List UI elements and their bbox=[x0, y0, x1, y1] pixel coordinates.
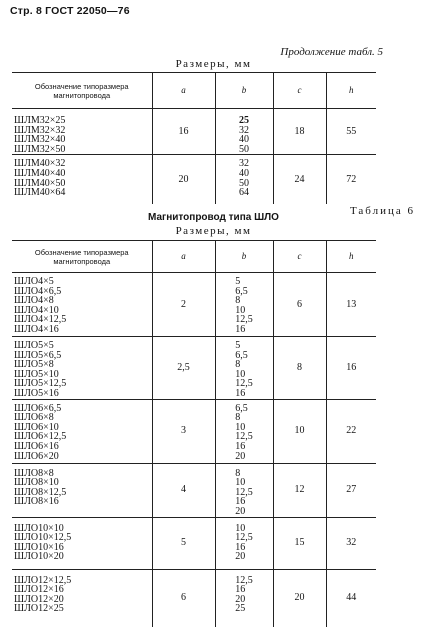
table6-designation: ШЛО4×16 bbox=[14, 323, 59, 335]
table6-h-value: 27 bbox=[346, 484, 357, 496]
table6-title: Магнитопровод типа ШЛО bbox=[148, 212, 279, 223]
table5-c-value: 24 bbox=[294, 173, 305, 185]
table6-designation: ШЛО4×5 bbox=[14, 276, 54, 287]
table5-designation: ШЛМ32×40 bbox=[14, 134, 66, 146]
table6-c-value: 15 bbox=[294, 537, 305, 549]
table6-b-value: 8 bbox=[235, 412, 241, 424]
table6-b-value: 8 bbox=[235, 359, 241, 371]
table6-a-value: 2,5 bbox=[177, 361, 190, 373]
table5-b-cell bbox=[215, 109, 273, 155]
table6-designation: ШЛО4×10 bbox=[14, 304, 59, 316]
table6-designation: ШЛО5×12,5 bbox=[14, 378, 67, 390]
table5-c-cell bbox=[273, 155, 326, 204]
table6-c-cell bbox=[273, 273, 326, 337]
table6-b-value: 12,5 bbox=[235, 314, 253, 326]
table5-h-cell bbox=[326, 155, 376, 204]
table6-designation: ШЛО6×10 bbox=[14, 421, 59, 433]
table5-b-value: 40 bbox=[239, 167, 249, 179]
table6-b-value: 20 bbox=[235, 505, 246, 517]
table5-designation: ШЛМ40×40 bbox=[14, 167, 66, 179]
table6-h-cell bbox=[326, 273, 376, 337]
table6-designation-cell bbox=[12, 569, 152, 627]
table5-dimensions-title: Размеры, мм bbox=[175, 58, 252, 70]
table6-c-value: 6 bbox=[297, 298, 302, 310]
table6-h-value: 22 bbox=[346, 425, 357, 437]
table6-row bbox=[12, 569, 376, 627]
table5-header-c: c bbox=[273, 73, 326, 109]
table6-b-list bbox=[235, 404, 253, 462]
table6-designation: ШЛО6×16 bbox=[14, 440, 59, 452]
table6-header-row bbox=[12, 241, 376, 273]
table6-b-cell bbox=[215, 569, 273, 627]
table5-designation: ШЛМ40×64 bbox=[14, 187, 66, 199]
table6-b-value: 20 bbox=[235, 450, 246, 462]
table6-designation: ШЛО6×6,5 bbox=[14, 402, 62, 414]
table6-designation: ШЛО5×8 bbox=[14, 359, 54, 371]
table5-designation-cell bbox=[12, 155, 152, 204]
table6-designation: ШЛО10×10 bbox=[14, 522, 64, 534]
table5-row bbox=[12, 109, 376, 155]
table5-h-value: 72 bbox=[346, 173, 357, 185]
table6-h-cell bbox=[326, 569, 376, 627]
table6-b-value: 8 bbox=[235, 295, 241, 307]
table5-designation: ШЛМ32×50 bbox=[14, 143, 66, 155]
table5 bbox=[12, 72, 376, 204]
table6-designation: ШЛО10×20 bbox=[14, 551, 64, 563]
table6-designation: ШЛО8×16 bbox=[14, 496, 59, 508]
table6-h-cell bbox=[326, 337, 376, 400]
table5-h-value: 55 bbox=[346, 125, 357, 137]
table5-b-value: 25 bbox=[239, 115, 249, 126]
table6-h-cell bbox=[326, 517, 376, 569]
table6-header-c: c bbox=[273, 241, 326, 273]
table5-a-value: 16 bbox=[178, 125, 189, 137]
table5-a-cell bbox=[152, 109, 215, 155]
table5-b-list bbox=[239, 116, 249, 154]
table6-row bbox=[12, 517, 376, 569]
table5-header-row bbox=[12, 73, 376, 109]
table5-b-cell bbox=[215, 155, 273, 204]
table6-row bbox=[12, 399, 376, 463]
table6-c-cell bbox=[273, 337, 326, 400]
table5-b-value: 50 bbox=[239, 143, 249, 155]
table6-designation: ШЛО4×6,5 bbox=[14, 285, 62, 297]
table6-designation: ШЛО8×10 bbox=[14, 477, 59, 489]
table6-designation-cell bbox=[12, 337, 152, 400]
table5-designation: ШЛМ32×25 bbox=[14, 115, 66, 126]
table6-b-value: 5 bbox=[235, 340, 241, 351]
table6-c-value: 8 bbox=[297, 361, 302, 373]
table6-row bbox=[12, 337, 376, 400]
table6-h-value: 32 bbox=[346, 537, 357, 549]
table6-designation: ШЛО5×10 bbox=[14, 368, 59, 380]
table6-b-value: 6,5 bbox=[235, 285, 248, 297]
table5-c-value: 18 bbox=[294, 125, 305, 137]
table5-b-value: 64 bbox=[239, 187, 249, 199]
table6-b-value: 12,5 bbox=[235, 532, 253, 544]
table6-h-value: 44 bbox=[346, 592, 357, 604]
table6-header-h: h bbox=[326, 241, 376, 273]
table5-a-cell bbox=[152, 155, 215, 204]
table6-designation: ШЛО8×12,5 bbox=[14, 486, 67, 498]
table6-designation: ШЛО6×8 bbox=[14, 412, 54, 424]
table5-designation: ШЛМ40×50 bbox=[14, 177, 66, 189]
table5-row bbox=[12, 155, 376, 204]
table6-b-cell bbox=[215, 399, 273, 463]
table6-b-list bbox=[235, 524, 253, 562]
table6-c-cell bbox=[273, 569, 326, 627]
table6-c-cell bbox=[273, 463, 326, 517]
table6-designation: ШЛО5×6,5 bbox=[14, 349, 62, 361]
table6-header-a: a bbox=[152, 241, 215, 273]
table6-c-value: 10 bbox=[294, 425, 305, 437]
table6-designation: ШЛО12×16 bbox=[14, 584, 64, 596]
table6-b-cell bbox=[215, 337, 273, 400]
page-header: Стр. 8 ГОСТ 22050—76 bbox=[10, 5, 130, 17]
table5-designation: ШЛМ40×32 bbox=[14, 158, 66, 170]
table6-header-name: Обозначение типоразмера магнитопровода bbox=[12, 241, 152, 273]
table6-a-value: 6 bbox=[181, 592, 186, 604]
table6-designation: ШЛО8×8 bbox=[14, 467, 54, 479]
table6-b-value: 16 bbox=[235, 440, 246, 452]
table6-b-value: 10 bbox=[235, 304, 246, 316]
table6-b-value: 6,5 bbox=[235, 402, 248, 414]
table6-a-cell bbox=[152, 463, 215, 517]
table5-b-value: 32 bbox=[239, 124, 249, 136]
table6-b-value: 20 bbox=[235, 593, 246, 605]
table6-c-cell bbox=[273, 399, 326, 463]
table6-c-cell bbox=[273, 517, 326, 569]
table6-designation: ШЛО4×12,5 bbox=[14, 314, 67, 326]
table6-designation: ШЛО12×25 bbox=[14, 603, 64, 615]
table6-b-cell bbox=[215, 463, 273, 517]
table6-b-value: 12,5 bbox=[235, 378, 253, 390]
table6-h-cell bbox=[326, 399, 376, 463]
table5-designation-cell bbox=[12, 109, 152, 155]
table6-a-value: 5 bbox=[181, 537, 186, 549]
table5-b-value: 32 bbox=[239, 158, 249, 170]
table6-designation: ШЛО12×12,5 bbox=[14, 574, 72, 586]
table6-a-cell bbox=[152, 337, 215, 400]
table5-header-a: a bbox=[152, 73, 215, 109]
table6-header-b: b bbox=[215, 241, 273, 273]
table6-b-list bbox=[235, 341, 253, 399]
table6-row bbox=[12, 463, 376, 517]
table6-designation: ШЛО5×5 bbox=[14, 340, 54, 351]
table6-a-cell bbox=[152, 517, 215, 569]
table6-designation-cell bbox=[12, 517, 152, 569]
table6-designation: ШЛО10×16 bbox=[14, 541, 64, 553]
table6-h-value: 16 bbox=[346, 361, 357, 373]
table6 bbox=[12, 240, 376, 627]
table6-b-value: 16 bbox=[235, 387, 246, 399]
table6-h-cell bbox=[326, 463, 376, 517]
table6-b-value: 5 bbox=[235, 276, 241, 287]
table6-b-list bbox=[235, 469, 253, 517]
table6-b-value: 10 bbox=[235, 522, 246, 534]
table5-a-value: 20 bbox=[178, 173, 189, 185]
table6-b-value: 8 bbox=[235, 467, 241, 479]
table6-designation-cell bbox=[12, 273, 152, 337]
table6-b-cell bbox=[215, 273, 273, 337]
table6-b-value: 16 bbox=[235, 584, 246, 596]
table6-b-value: 10 bbox=[235, 421, 246, 433]
table6-c-value: 20 bbox=[294, 592, 305, 604]
table6-b-value: 10 bbox=[235, 368, 246, 380]
table5-header-h: h bbox=[326, 73, 376, 109]
table5-c-cell bbox=[273, 109, 326, 155]
table6-b-value: 12,5 bbox=[235, 431, 253, 443]
table6-b-value: 12,5 bbox=[235, 486, 253, 498]
table6-a-cell bbox=[152, 399, 215, 463]
table6-b-value: 25 bbox=[235, 603, 246, 615]
table6-row bbox=[12, 273, 376, 337]
table6-c-value: 12 bbox=[294, 484, 305, 496]
table6-h-value: 13 bbox=[346, 298, 357, 310]
table6-a-cell bbox=[152, 273, 215, 337]
table6-label: Таблица 6 bbox=[349, 205, 415, 217]
table6-b-list bbox=[235, 576, 253, 614]
table5-header-b: b bbox=[215, 73, 273, 109]
table6-designation: ШЛО12×20 bbox=[14, 593, 64, 605]
table5-designation: ШЛМ32×32 bbox=[14, 124, 66, 136]
table6-b-value: 10 bbox=[235, 477, 246, 489]
table6-designation: ШЛО6×12,5 bbox=[14, 431, 67, 443]
table6-dimensions-title: Размеры, мм bbox=[175, 225, 252, 237]
table5-b-value: 50 bbox=[239, 177, 249, 189]
table5-continuation-label: Продолжение табл. 5 bbox=[280, 46, 383, 58]
table6-a-cell bbox=[152, 569, 215, 627]
table6-b-value: 20 bbox=[235, 551, 246, 563]
table6-designation-cell bbox=[12, 463, 152, 517]
table6-b-cell bbox=[215, 517, 273, 569]
table5-b-list bbox=[239, 159, 249, 197]
table6-b-value: 12,5 bbox=[235, 574, 253, 586]
table5-b-value: 40 bbox=[239, 134, 249, 146]
table6-a-value: 4 bbox=[181, 484, 186, 496]
table6-designation: ШЛО10×12,5 bbox=[14, 532, 72, 544]
table6-b-value: 16 bbox=[235, 541, 246, 553]
table6-designation: ШЛО6×20 bbox=[14, 450, 59, 462]
table6-a-value: 2 bbox=[181, 298, 186, 310]
table6-a-value: 3 bbox=[181, 425, 186, 437]
table6-designation: ШЛО4×8 bbox=[14, 295, 54, 307]
table6-b-value: 16 bbox=[235, 323, 246, 335]
table5-header-name: Обозначение типоразмера магнитопровода bbox=[12, 73, 152, 109]
table6-b-list bbox=[235, 277, 253, 335]
table6-designation-cell bbox=[12, 399, 152, 463]
table6-designation: ШЛО5×16 bbox=[14, 387, 59, 399]
table5-h-cell bbox=[326, 109, 376, 155]
table6-b-value: 6,5 bbox=[235, 349, 248, 361]
table6-b-value: 16 bbox=[235, 496, 246, 508]
